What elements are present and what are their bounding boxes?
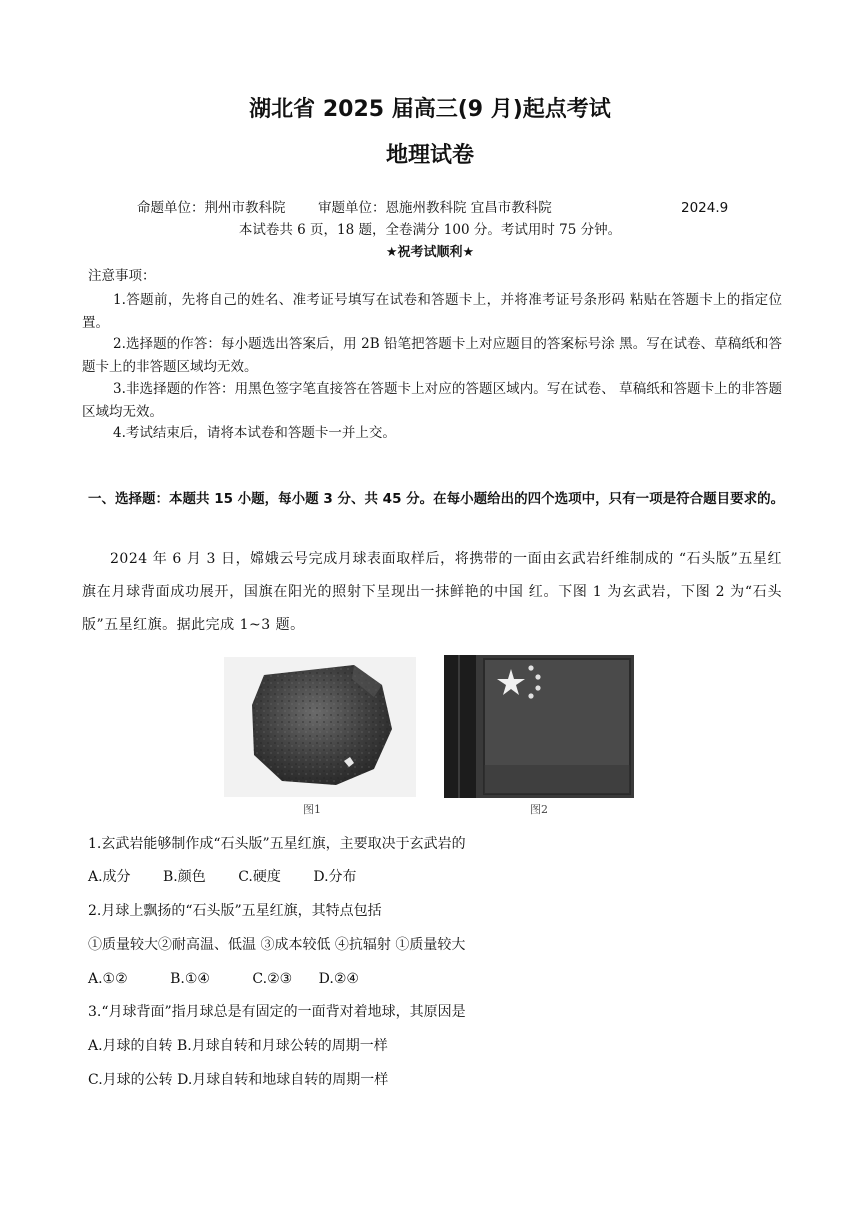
question-3-stem: 3.“月球背面”指月球总是有固定的一面背对着地球，其原因是 xyxy=(88,1004,466,1020)
option-c: C.②③ xyxy=(252,971,293,987)
option-a: A.成分 xyxy=(88,869,131,885)
small-star-icon xyxy=(535,685,540,690)
figure2-caption: 图2 xyxy=(530,803,548,816)
exam-title: 湖北省 2025 届高三(9 月)起点考试 xyxy=(249,97,611,122)
stone-flag-image xyxy=(444,655,634,798)
option-d: D.②④ xyxy=(318,971,359,987)
question-2-choices: ①质量较大②耐高温、低温 ③成本较低 ④抗辐射 ①质量较大 xyxy=(88,937,466,953)
note-item: 4.考试结束后，请将本试卷和答题卡一并上交。 xyxy=(113,425,396,441)
exam-wish: ★祝考试顺利★ xyxy=(385,245,475,260)
basalt-rock-image xyxy=(224,657,416,797)
exam-subject: 地理试卷 xyxy=(385,143,474,168)
exam-date: 2024.9 xyxy=(681,200,729,216)
notes-title: 注意事项： xyxy=(88,268,156,284)
exam-info: 本试卷共 6 页，18 题，全卷满分 100 分。考试用时 75 分钟。 xyxy=(238,222,622,238)
question-2-options xyxy=(88,969,387,989)
figure1-caption: 图1 xyxy=(303,803,321,816)
small-star-icon xyxy=(535,674,540,679)
option-b: B.①④ xyxy=(170,971,210,987)
option-d: D.分布 xyxy=(313,869,357,885)
question-1-options xyxy=(88,867,385,887)
question-3-options-line: C.月球的公转 D.月球自转和地球自转的周期一样 xyxy=(88,1072,389,1088)
option-b: B.颜色 xyxy=(163,869,206,885)
section-heading: 一、选择题：本题共 15 小题，每小题 3 分、共 45 分。在每小题给出的四个选项中，只有一项是符合题目要求的。 xyxy=(88,491,785,507)
note-item: 1.答题前，先将自己的姓名、准考证号填写在试卷和答题卡上，并将准考证号条形码 粘贴在答题卡上的指定位置。 xyxy=(82,292,782,331)
question-1-stem: 1.玄武岩能够制作成“石头版”五星红旗，主要取决于玄武岩的 xyxy=(88,836,466,852)
option-a: A.①② xyxy=(88,971,128,987)
small-star-icon xyxy=(528,693,533,698)
note-item: 3.非选择题的作答：用黑色签字笔直接答在答题卡上对应的答题区域内。写在试卷、 草稿纸和答题卡上的非答题区域均无效。 xyxy=(82,381,782,420)
question-2-stem: 2.月球上飘扬的“石头版”五星红旗，其特点包括 xyxy=(88,903,382,919)
flag-figure xyxy=(444,655,634,798)
small-star-icon xyxy=(528,665,533,670)
question-3-options-line: A.月球的自转 B.月球自转和月球公转的周期一样 xyxy=(88,1038,388,1054)
note-item: 2.选择题的作答：每小题选出答案后，用 2B 铅笔把答题卡上对应题目的答案标号涂 黑。写在试卷、草稿纸和答题卡上的非答题区域均无效。 xyxy=(82,336,782,375)
option-c: C.硬度 xyxy=(238,869,281,885)
basalt-figure xyxy=(224,657,416,797)
reviewer-unit: 审题单位：恩施州教科院 宜昌市教科院 xyxy=(318,200,552,216)
setter-unit: 命题单位：荆州市教科院 xyxy=(137,200,286,216)
question-intro: 2024 年 6 月 3 日，嫦娥云号完成月球表面取样后，将携带的一面由玄武岩纤维制成的 “石头版”五星红旗在月球背面成功展开，国旗在阳光的照射下呈现出一抹鲜艳的中国 红。下图 1 为玄武岩，下图 2 为“石头版”五星红旗。据此完成 1~3 题。 xyxy=(82,551,782,633)
